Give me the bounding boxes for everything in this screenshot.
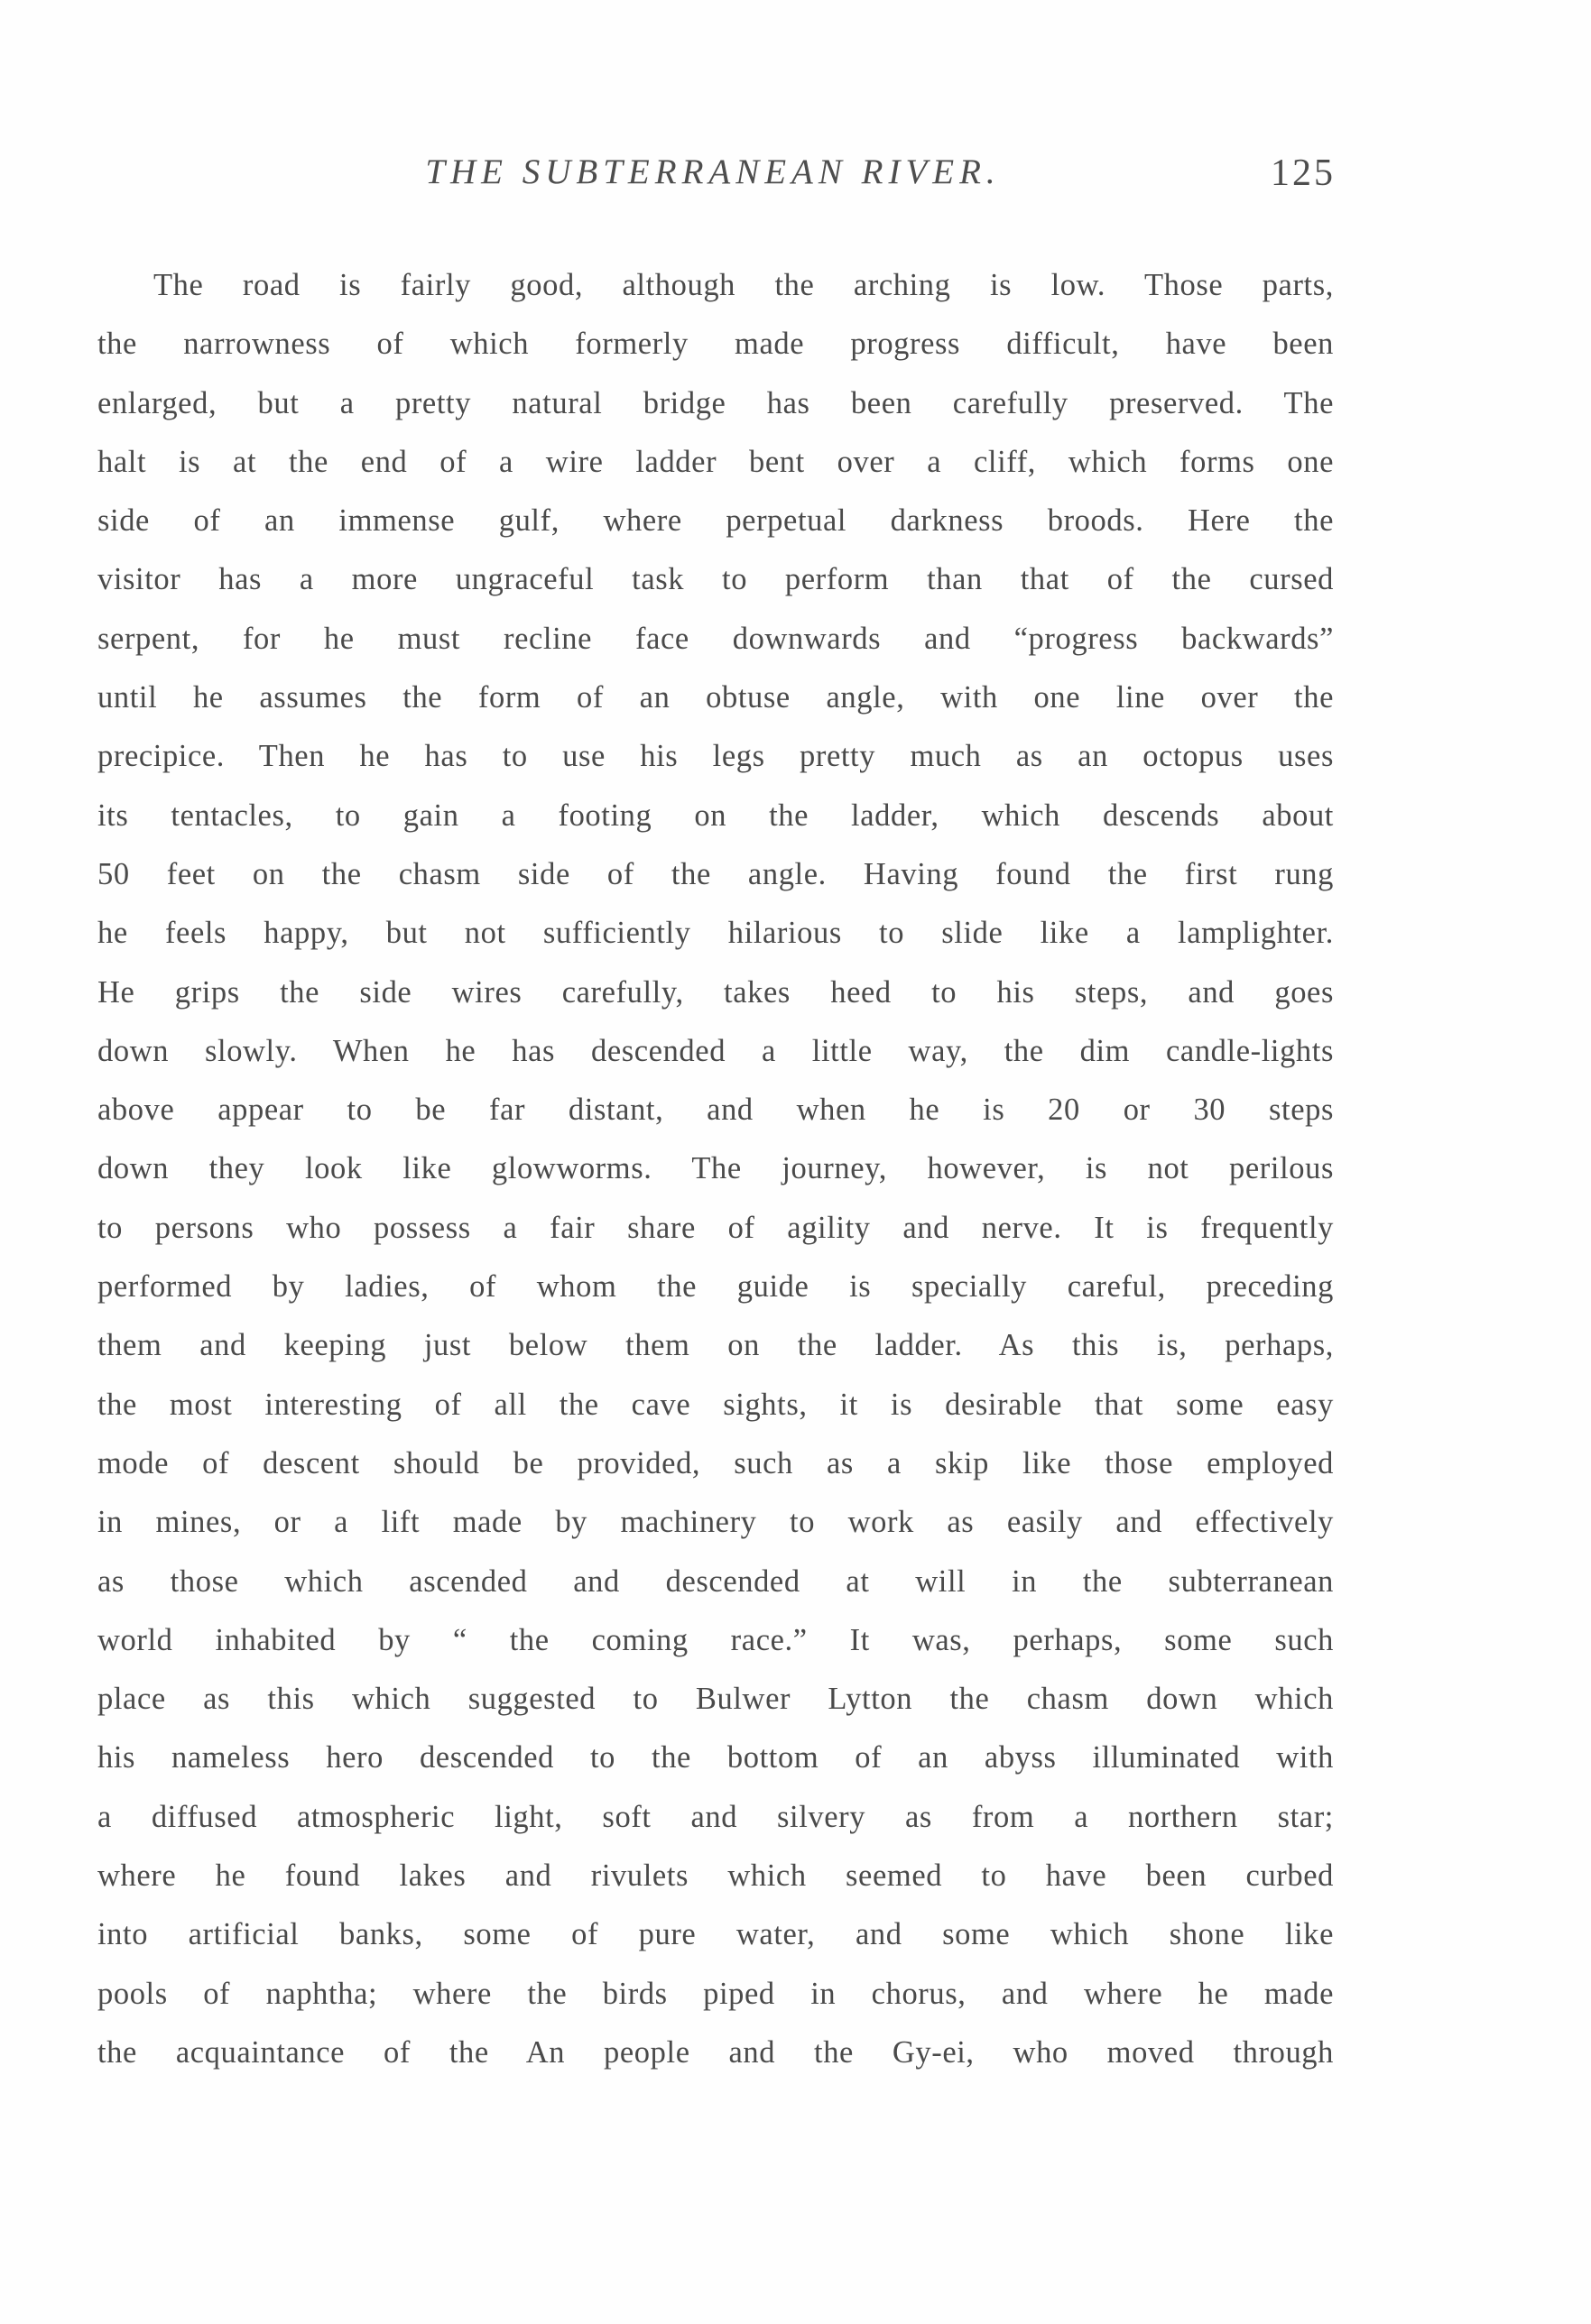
running-head xyxy=(90,152,1336,206)
text-line: above appear to be far distant, and when he is 20 or 30 steps xyxy=(97,1093,1334,1128)
text-line: into artificial banks, some of pure water, and some which shone like xyxy=(97,1917,1334,1952)
page-number: 125 xyxy=(1271,152,1336,194)
text-line: to persons who possess a fair share of agility and nerve. It is frequently xyxy=(97,1210,1334,1245)
text-line: precipice. Then he has to use his legs pretty much as an octopus uses xyxy=(97,739,1334,774)
text-line: serpent, for he must recline face downwards and “progress backwards” xyxy=(97,621,1334,656)
text-line: in mines, or a lift made by machinery to work as easily and effectively xyxy=(97,1505,1334,1540)
text-line: until he assumes the form of an obtuse angle, with one line over the xyxy=(97,680,1334,715)
text-line: down they look like glowworms. The journey, however, is not perilous xyxy=(97,1151,1334,1186)
text-line: mode of descent should be provided, such as a skip like those employed xyxy=(97,1445,1334,1480)
text-line: the most interesting of all the cave sights, it is desirable that some easy xyxy=(97,1387,1334,1422)
text-line: the narrowness of which formerly made progress difficult, have been xyxy=(97,327,1334,362)
body-text xyxy=(97,256,1334,2082)
text-line: visitor has a more ungraceful task to perform than that of the cursed xyxy=(97,562,1334,597)
text-line: the acquaintance of the An people and the Gy-ei, who moved through xyxy=(97,2034,1334,2070)
text-line: as those which ascended and descended at will in the subterranean xyxy=(97,1563,1334,1599)
text-line: place as this which suggested to Bulwer Lytton the chasm down which xyxy=(97,1682,1334,1717)
text-line: where he found lakes and rivulets which seemed to have been curbed xyxy=(97,1858,1334,1894)
text-line: The road is fairly good, although the arching is low. Those parts, xyxy=(153,268,1334,302)
text-line: down slowly. When he has descended a little way, the dim candle-lights xyxy=(97,1033,1334,1068)
text-line: enlarged, but a pretty natural bridge has been carefully preserved. The xyxy=(97,385,1334,420)
text-line: his nameless hero descended to the bottom of an abyss illuminated with xyxy=(97,1740,1334,1775)
text-line: pools of naphtha; where the birds piped in chorus, and where he made xyxy=(97,1976,1334,2011)
text-line: halt is at the end of a wire ladder bent over a cliff, which forms one xyxy=(97,444,1334,479)
text-line: world inhabited by “ the coming race.” It was, perhaps, some such xyxy=(97,1622,1334,1657)
text-line: performed by ladies, of whom the guide is specially careful, preceding xyxy=(97,1269,1334,1305)
text-line: its tentacles, to gain a footing on the ladder, which descends about xyxy=(97,798,1334,833)
text-line: them and keeping just below them on the ladder. As this is, perhaps, xyxy=(97,1328,1334,1363)
text-line: side of an immense gulf, where perpetual darkness broods. Here the xyxy=(97,503,1334,539)
running-title: THE SUBTERRANEAN RIVER. xyxy=(425,152,1001,191)
text-line: He grips the side wires carefully, takes heed to his steps, and goes xyxy=(97,974,1334,1010)
text-line: 50 feet on the chasm side of the angle. Having found the first rung xyxy=(97,856,1334,891)
text-line: he feels happy, but not sufficiently hilarious to slide like a lamplighter. xyxy=(97,916,1334,951)
text-line: a diffused atmospheric light, soft and silvery as from a northern star; xyxy=(97,1799,1334,1834)
